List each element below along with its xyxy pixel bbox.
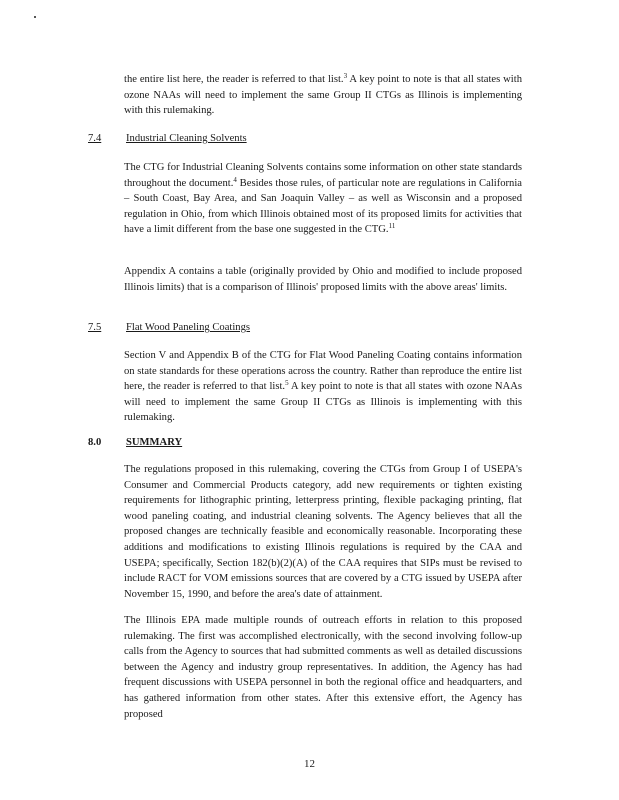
section-title: SUMMARY (126, 437, 183, 448)
paragraph-continued (124, 72, 522, 119)
paragraph-text: The CTG for Industrial Cleaning Solvents contains some information on other state standards throughout the document. (124, 162, 522, 189)
paragraph-appendix-a: Appendix A contains a table (originally provided by Ohio and modified to include proposed Illinois limits) that is a comparison of Illinois' proposed limits with the above areas' limits. (124, 266, 522, 293)
section-number: 7.5 (88, 322, 102, 333)
section-title: Industrial Cleaning Solvents (126, 133, 247, 144)
paragraph-text: Section V and Appendix B of the CTG for Flat Wood Paneling Coating contains information on state standards for these operations across the country. Rather than reproduce the entire list here, the reader is referred to that list. (124, 350, 522, 393)
paragraph-flat-wood (124, 348, 522, 426)
footnote-ref: 4 (233, 175, 237, 184)
page-number: 12 (304, 758, 315, 770)
footnote-ref: 3 (343, 72, 348, 80)
paragraph-cleaning-solvents (124, 160, 522, 238)
section-number: 7.4 (88, 133, 102, 144)
section-number: 8.0 (88, 437, 102, 448)
paragraph-text: Besides those rules, of particular note are regulations in California – South Coast, Bay Area, and San Joaquin Valley – as well as Wisconsin and a proposed regulation in Ohio, from which Illinois obtained most of its proposed limits for activities that have a limit different from the base one suggested in the CTG. (124, 177, 523, 236)
paragraph-text: A key point to note is that all states with ozone NAAs will need to implement the same Group II CTGs as Illinois is implementing with this rulemaking. (124, 74, 522, 117)
scan-speck (34, 16, 36, 18)
footnote-ref: 5 (285, 379, 289, 388)
section-title: Flat Wood Paneling Coatings (126, 322, 251, 333)
footnote-ref: 11 (388, 222, 396, 231)
paragraph-text: A key point to note is that all states with ozone NAAs will need to implement the same Group II CTGs as Illinois is implementing with this rulemaking. (124, 381, 523, 424)
paragraph-text: the entire list here, the reader is referred to that list. (124, 74, 344, 85)
paragraph-outreach: The Illinois EPA made multiple rounds of outreach efforts in relation to this proposed rulemaking. The first was accomplished electronically, with the second involving follow-up calls from the Agency to sources that had submitted comments as well as detailed discussions between the Agency and industry group representatives. In addition, the Agency has had frequent discussions with USEPA personnel in both the regional office and headquarters, and has gathered information from other states. After this extensive effort, the Agency has proposed (124, 615, 522, 720)
paragraph-summary: The regulations proposed in this rulemaking, covering the CTGs from Group I of USEPA's Consumer and Commercial Products category, add new requirements or tighten existing requirements for lithographic printing, letterpress printing, flexible packaging printing, flat wood paneling coating, and industrial cleaning solvents. The Agency believes that all the proposed changes are technically feasible and economically reasonable. Incorporating these additions and modifications to existing Illinois regulations is required by the CAA and USEPA; specifically, Section 182(b)(2)(A) of the CAA requires that SIPs must be revised to include RACT for VOM emissions sources that are covered by a CTG issued by USEPA after November 15, 1990, and before the area's date of attainment. (124, 464, 522, 600)
